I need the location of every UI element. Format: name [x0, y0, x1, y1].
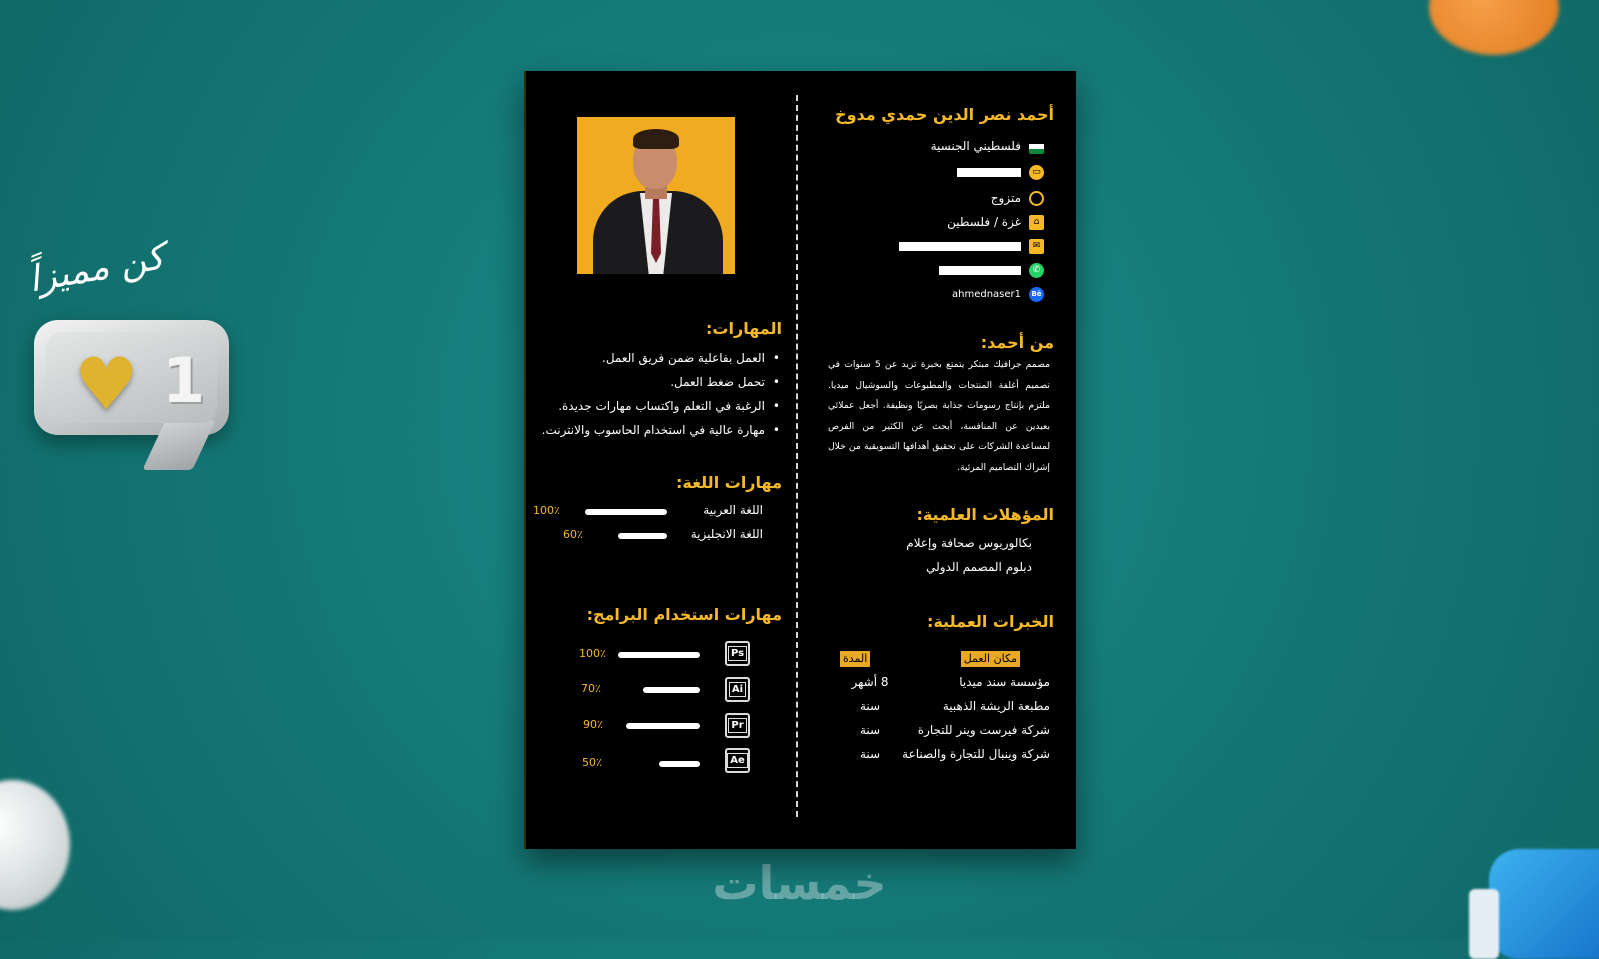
map-icon: ⌂ [1029, 215, 1044, 230]
qualification-item: بكالوريوس صحافة وإعلام [906, 536, 1032, 550]
software-level-bar [618, 652, 700, 658]
like-notification-badge [34, 320, 229, 435]
watermark-logo: خمسات [712, 856, 887, 910]
profile-photo [577, 117, 735, 274]
like-count: 1 [162, 344, 206, 417]
experience-heading: الخبرات العملية: [926, 612, 1054, 631]
behance-row: Bē ahmednaser1 [952, 285, 1044, 303]
slogan-text: كن مميزاً [25, 236, 168, 301]
whatsapp-row [939, 261, 1044, 279]
premiere-icon: Pr [725, 713, 750, 738]
experience-duration-column-header: المدة [840, 651, 870, 667]
email-row [899, 237, 1044, 255]
languages-heading: مهارات اللغة: [676, 473, 782, 492]
behance-icon: Bē [1029, 287, 1044, 302]
qualifications-heading: المؤهلات العلمية: [916, 505, 1054, 524]
palestine-flag-icon [1029, 139, 1044, 154]
about-heading: من أحمد: [980, 333, 1054, 352]
skill-item: • مهارة عالية في استخدام الحاسوب والانترنت. [542, 421, 780, 445]
software-level-bar [626, 723, 700, 729]
whatsapp-icon: ✆ [1029, 263, 1044, 278]
photoshop-icon: Ps [725, 641, 750, 666]
language-level-bar [585, 509, 667, 515]
software-level-bar [659, 761, 700, 767]
experience-row: مؤسسة سند ميديا 8 أشهر [851, 675, 1050, 689]
experience-row: مطبعة الريشة الذهبية سنة [859, 699, 1050, 713]
skill-item: • العمل بفاعلية ضمن فريق العمل. [542, 349, 780, 373]
redacted-value [939, 266, 1021, 275]
cv-name: أحمد نصر الدين حمدي مدوخ [835, 105, 1054, 124]
cv-page: أحمد نصر الدين حمدي مدوخ فلسطيني الجنسية ▭ متزوج ⌂ غزة / فلسطين ✉ ✆ Bē ahmednaser1 من أحمد: مصمم جرافيك مبتكر يتمتع بخبرة تزيد عن 5 سنوات في تصميم أغلفة المنتجات والمطبوعات والسوشيال ميديا. ملتزم بإنتاج رسومات جذابة بصريًا ونظيفة. أجعل عملائي بعيدين عن المنافسة، أبحث عن الكثير من الفرص لمساعدة الشركات على تحقيق أهدافها التسويقية من خلال إشراك التصاميم المرئية. المؤهلات العلمية: بكالوريوس صحافة وإعلام دبلوم المصمم الدولي الخبرات العملية: مكان العمل المدة مؤسسة سند ميديا 8 أشهر مطبعة الريشة الذهبية سنة شركة فيرست وينر للتجارة سنة شركة وينبال للتجارة والصناعة سنة المهارات: • العمل بفاعلية ضمن فريق العمل. • تحمل ضغط العمل. • الرغبة في التعلم واكتساب مهارات جديدة. • مهارة عالية في استخدام الحاسوب والانترنت. مهارات اللغة: اللغة العربية 100٪ اللغة الانجليزية 60٪ مهارات استخدام البرامج: Ps 100٪ Ai 70٪ Pr 90٪ Ae 50٪ [524, 71, 1076, 849]
software-level-bar [643, 687, 700, 693]
after-effects-icon: Ae [725, 748, 750, 773]
language-row: اللغة العربية 100٪ [533, 503, 763, 517]
orange-ball-decoration [1429, 0, 1559, 55]
language-level-bar [618, 533, 667, 539]
heart-icon: ♥ [74, 342, 139, 426]
about-text: مصمم جرافيك مبتكر يتمتع بخبرة تزيد عن 5 سنوات في تصميم أغلفة المنتجات والمطبوعات والسوشيال ميديا. ملتزم بإنتاج رسومات جذابة بصريًا ونظيفة. أجعل عملائي بعيدين عن المنافسة، أبحث عن الكثير من الفرص لمساعدة الشركات على تحقيق أهدافها التسويقية من خلال إشراك التصاميم المرئية. [828, 359, 1050, 473]
rings-icon [1029, 191, 1044, 206]
id-row [957, 163, 1044, 181]
email-icon: ✉ [1029, 239, 1044, 254]
location-row: ⌂ غزة / فلسطين [947, 213, 1044, 231]
skills-list [542, 349, 780, 445]
skills-heading: المهارات: [706, 319, 782, 338]
experience-row: شركة فيرست وينر للتجارة سنة [859, 723, 1050, 737]
language-row: اللغة الانجليزية 60٪ [563, 527, 763, 541]
redacted-value [957, 168, 1021, 177]
illustrator-icon: Ai [725, 677, 750, 702]
marital-row: متزوج [991, 189, 1044, 207]
skill-item: • الرغبة في التعلم واكتساب مهارات جديدة. [542, 397, 780, 421]
column-divider [796, 95, 798, 817]
qualification-item: دبلوم المصمم الدولي [926, 560, 1032, 574]
redacted-value [899, 242, 1021, 251]
experience-row: شركة وينبال للتجارة والصناعة سنة [859, 747, 1050, 761]
id-card-icon: ▭ [1029, 165, 1044, 180]
software-heading: مهارات استخدام البرامج: [586, 605, 782, 624]
skill-item: • تحمل ضغط العمل. [542, 373, 780, 397]
experience-place-column-header: مكان العمل [961, 651, 1020, 667]
nationality-row: فلسطيني الجنسية [931, 137, 1044, 155]
